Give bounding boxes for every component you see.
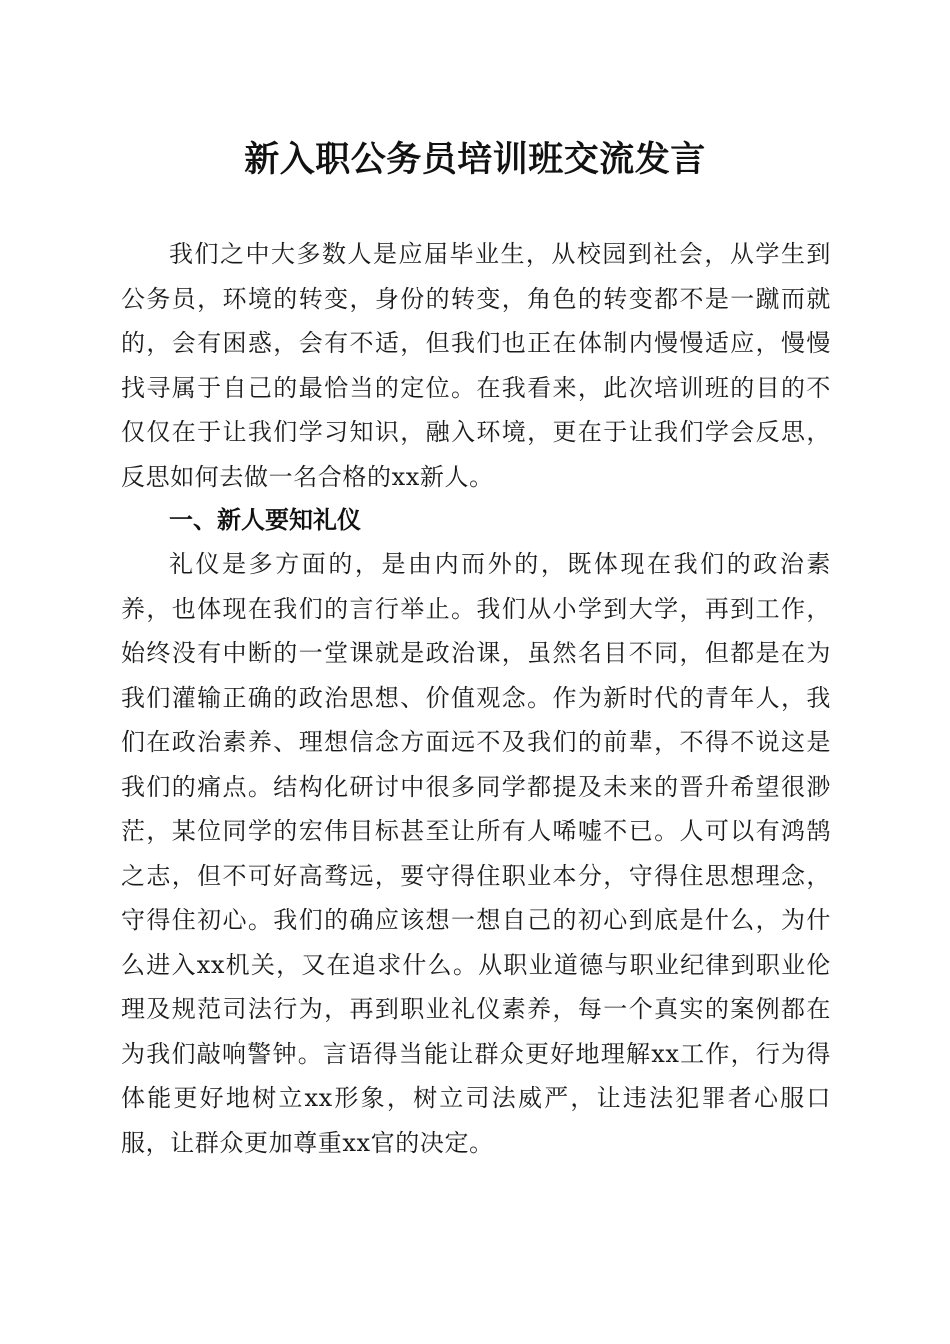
paragraph-intro: 我们之中大多数人是应届毕业生，从校园到社会，从学生到公务员，环境的转变，身份的转变，角色的转变都不是一蹴而就的，会有困惑，会有不适，但我们也正在体制内慢慢适应，慢慢找寻属于自己的最恰当的定位。在我看来，此次培训班的目的不仅仅在于让我们学习知识，融入环境，更在于让我们学会反思，反思如何去做一名合格的xx新人。 [121,240,831,491]
section-heading-etiquette: 一、新人要知礼仪 [169,506,361,534]
paragraph-etiquette: 礼仪是多方面的，是由内而外的，既体现在我们的政治素养，也体现在我们的言行举止。我们从小学到大学，再到工作，始终没有中断的一堂课就是政治课，虽然名目不同，但都是在为我们灌输正确的政治思想、价值观念。作为新时代的青年人，我们在政治素养、理想信念方面远不及我们的前辈，不得不说这是我们的痛点。结构化研讨中很多同学都提及未来的晋升希望很渺茫，某位同学的宏伟目标甚至让所有人唏嘘不已。人可以有鸿鹄之志，但不可好高骛远，要守得住职业本分，守得住思想理念，守得住初心。我们的确应该想一想自己的初心到底是什么，为什么进入xx机关，又在追求什么。从职业道德与职业纪律到职业伦理及规范司法行为，再到职业礼仪素养，每一个真实的案例都在为我们敲响警钟。言语得当能让群众更好地理解xx工作，行为得体能更好地树立xx形象，树立司法威严，让违法犯罪者心服口服，让群众更加尊重xx官的决定。 [121,550,831,1157]
document-title: 新入职公务员培训班交流发言 [244,139,706,180]
